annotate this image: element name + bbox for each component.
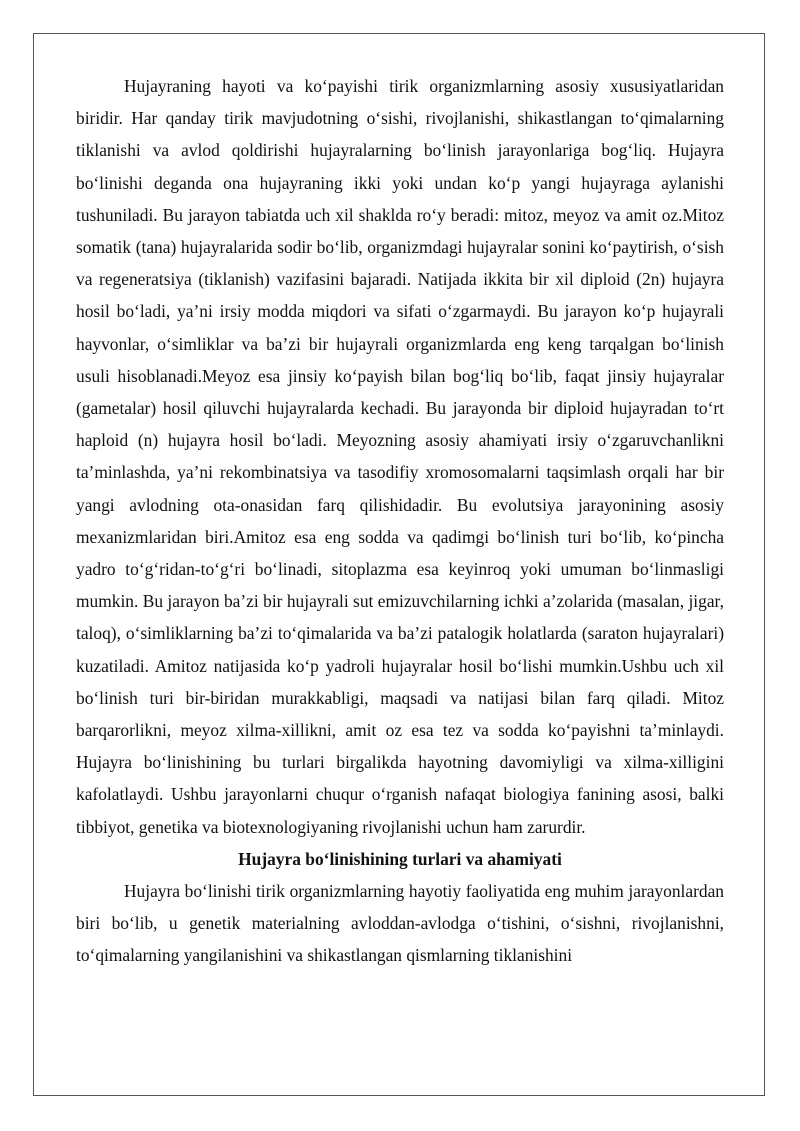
section-heading: Hujayra bo‘linishining turlari va ahamiyati <box>238 848 562 869</box>
intro-paragraph: Hujayraning hayoti va ko‘payishi tirik organizmlarning asosiy xususiyatlaridan biridir. Har qanday tirik mavjudotning o‘sishi, rivojlanishi, shikastlangan to‘qimalarning tiklanishi va avlod qoldirishi hujayralarning bo‘linish jarayonlariga bog‘liq. Hujayra bo‘linishi deganda ona hujayraning ikki yoki undan ko‘p yangi hujayraga aylanishi tushuniladi. Bu jarayon tabiatda uch xil shaklda ro‘y beradi: mitoz, meyoz va amit oz.Mitoz somatik (tana) hujayralarida sodir bo‘lib, organizmdagi hujayralar sonini ko‘paytirish, o‘sish va regeneratsiya (tiklanish) vazifasini bajaradi. Natijada ikkita bir xil diploid (2n) hujayra hosil bo‘ladi, ya’ni irsiy modda miqdori va sifati o‘zgarmaydi. Bu jarayon ko‘p hujayrali hayvonlar, o‘simliklar va ba’zi bir hujayrali organizmlarda eng keng tarqalgan bo‘linish usuli hisoblanadi.Meyoz esa jinsiy ko‘payish bilan bog‘liq bo‘lib, faqat jinsiy hujayralar (gametalar) hosil qiluvchi hujayralarda kechadi. Bu jarayonda bir diploid hujayradan to‘rt haploid (n) hujayra hosil bo‘ladi. Meyozning asosiy ahamiyati irsiy o‘zgaruvchanlikni ta’minlashda, ya’ni rekombinatsiya va tasodifiy xromosomalarni taqsimlash orqali har bir yangi avlodning ota-onasidan farq qilishidadir. Bu evolutsiya jarayonining asosiy mexanizmlaridan biri.Amitoz esa eng sodda va qadimgi bo‘linish turi bo‘lib, ko‘pincha yadro to‘g‘ridan-to‘g‘ri bo‘linadi, sitoplazma esa keyinroq yoki umuman bo‘linmasligi mumkin. Bu jarayon ba’zi bir hujayrali sut emizuvchilarning ichki a’zolarida (masalan, jigar, taloq), o‘simliklarning ba’zi to‘qimalarida va ba’zi patalogik holatlarda (saraton hujayralari) kuzatiladi. Amitoz natijasida ko‘p yadroli hujayralar hosil bo‘lishi mumkin.Ushbu uch xil bo‘linish turi bir-biridan murakkabligi, maqsadi va natijasi bilan farq qiladi. Mitoz barqarorlikni, meyoz xilma-xillikni, amit oz esa tez va sodda ko‘payishni ta’minlaydi. Hujayra bo‘linishining bu turlari birgalikda hayotning davomiyligi va xilma-xilligini kafolatlaydi. Ushbu jarayonlarni chuqur o‘rganish nafaqat biologiya fanining asosi, balki tibbiyot, genetika va biotexnologiyaning rivojlanishi uchun ham zarurdir. <box>76 76 724 837</box>
document-body <box>76 70 724 972</box>
section-paragraph: Hujayra bo‘linishi tirik organizmlarning hayotiy faoliyatida eng muhim jarayonlardan biri bo‘lib, u genetik materialning avloddan-avlodga o‘tishini, o‘sishni, rivojlanishni, to‘qimalarning yangilanishini va shikastlangan qismlarning tiklanishini <box>76 881 724 966</box>
